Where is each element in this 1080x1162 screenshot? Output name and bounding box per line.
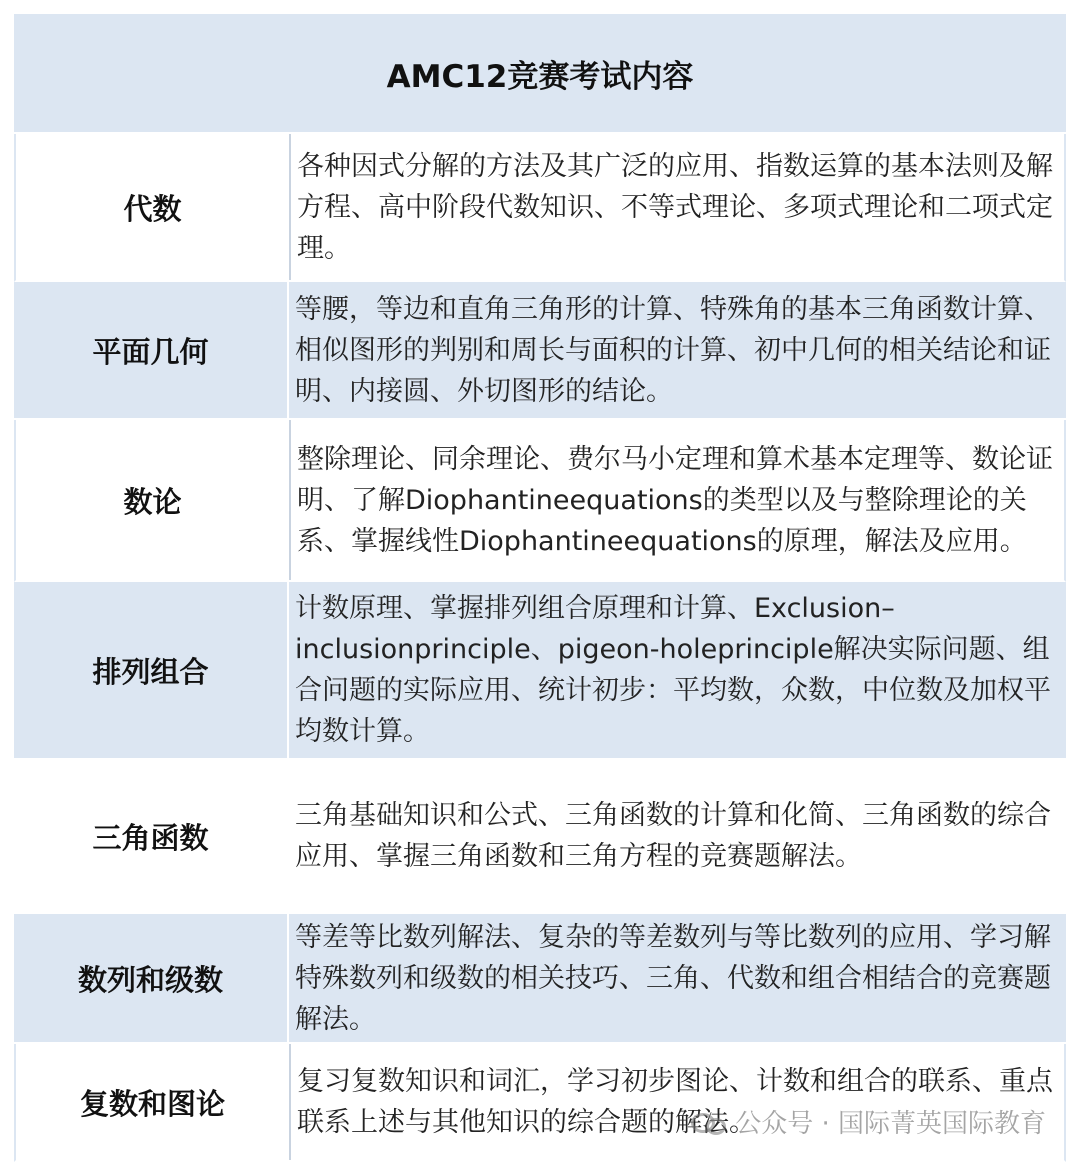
description-cell: 整除理论、同余理论、费尔马小定理和算术基本定理等、数论证明、了解Diophantineequations的类型以及与整除理论的关系、掌握线性Diophantineequations的原理，解法及应用。 [297, 443, 1053, 557]
watermark-text: 公众号 · 国际菁英国际教育 [735, 1109, 1046, 1139]
description-cell: 计数原理、掌握排列组合原理和计算、Exclusion–inclusionprinciple、pigeon-holeprinciple解决实际问题、组合问题的实际应用、统计初步：平均数，众数，中位数及加权平均数计算。 [295, 593, 1051, 747]
category-cell: 数论 [16, 420, 291, 580]
table-row [14, 776, 1066, 898]
description-cell: 等差等比数列解法、复杂的等差数列与等比数列的应用、学习解特殊数列和级数的相关技巧、三角、代数和组合相结合的竞赛题解法。 [295, 921, 1051, 1035]
row-spacer [14, 760, 1066, 776]
category-cell: 复数和图论 [16, 1044, 291, 1160]
category-cell: 三角函数 [14, 776, 289, 896]
table-row [14, 582, 1066, 760]
description-cell: 等腰，等边和直角三角形的计算、特殊角的基本三角函数计算、相似图形的判别和周长与面积的计算、初中几何的相关结论和证明、内接圆、外切图形的结论。 [295, 293, 1051, 407]
category-cell: 平面几何 [14, 282, 289, 418]
table-row [14, 134, 1066, 282]
table-title: AMC12竞赛考试内容 [14, 14, 1066, 134]
description-cell: 各种因式分解的方法及其广泛的应用、指数运算的基本法则及解方程、高中阶段代数知识、不等式理论、多项式理论和二项式定理。 [297, 150, 1053, 264]
row-spacer [14, 898, 1066, 914]
table-row [14, 282, 1066, 420]
category-cell: 数列和级数 [14, 914, 289, 1042]
content-table [14, 14, 1066, 1162]
description-cell: 三角基础知识和公式、三角函数的计算和化简、三角函数的综合应用、掌握三角函数和三角方程的竞赛题解法。 [295, 800, 1051, 872]
description-cell: 复习复数知识和词汇，学习初步图论、计数和组合的联系、重点联系上述与其他知识的综合题的解法。 [297, 1066, 1053, 1138]
category-cell: 排列组合 [14, 582, 289, 758]
wechat-icon [691, 1111, 725, 1133]
category-cell: 代数 [16, 134, 291, 280]
table-row [14, 914, 1066, 1044]
table-row [14, 420, 1066, 582]
watermark [691, 1103, 1046, 1140]
